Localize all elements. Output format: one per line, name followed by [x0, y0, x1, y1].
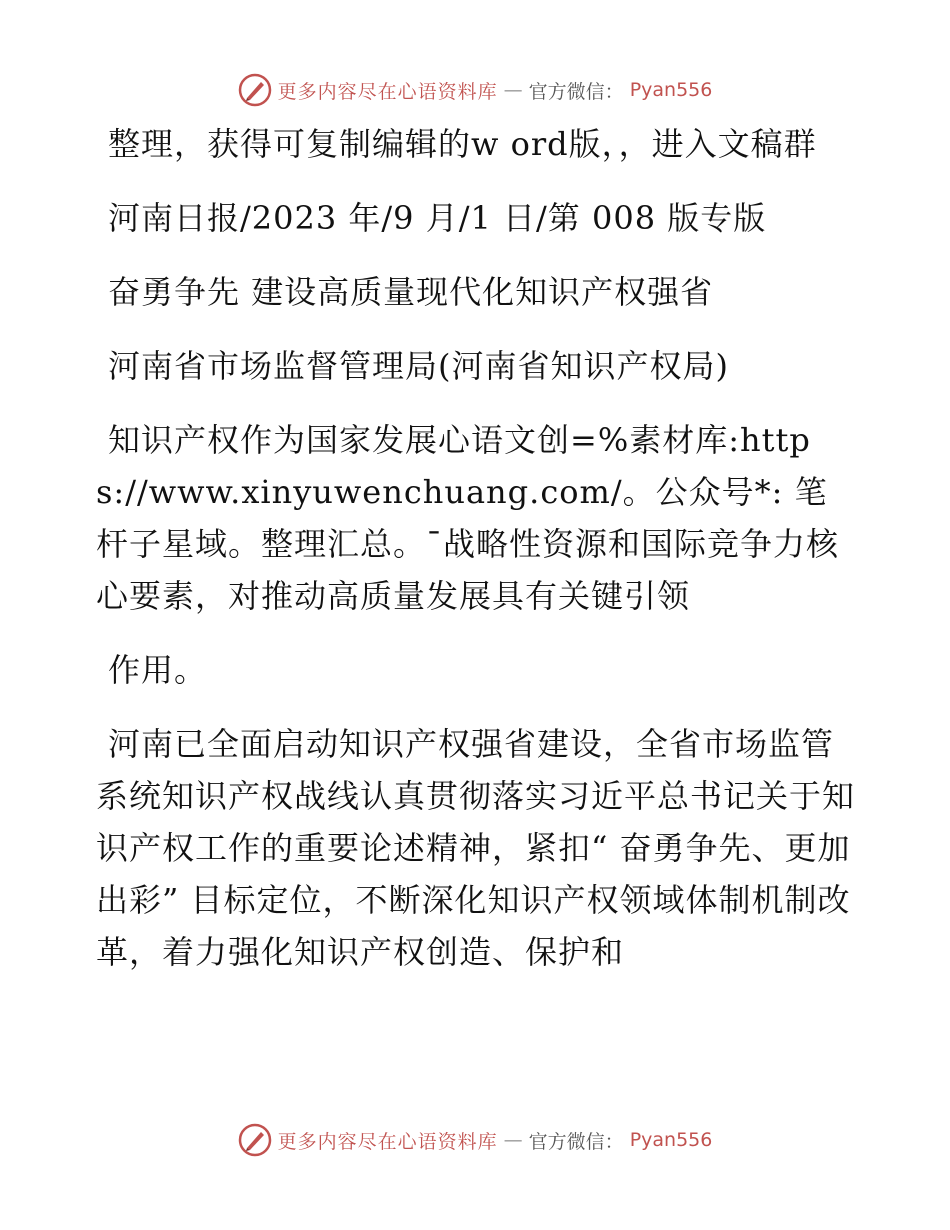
quill-logo-icon [238, 1123, 272, 1157]
footer-banner [0, 1120, 950, 1160]
banner-separator: — [503, 1129, 523, 1151]
banner-site-text: 更多内容尽在心语资料库 [277, 1130, 498, 1153]
document-body [96, 118, 856, 1000]
paragraph-author: 河南省市场监督管理局(河南省知识产权局) [108, 347, 729, 385]
paragraph-body-3: 河南已全面启动知识产权强省建设，全省市场监管系统知识产权战线认真贯彻落实习近平总书记关于知识产权工作的重要论述精神，紧扣“ 奋勇争先、更加出彩” 目标定位，不断深化知识产权领域体制机制改革，着力强化知识产权创造、保护和 [96, 725, 856, 971]
header-banner [0, 70, 950, 110]
paragraph-source-line: 河南日报/2023 年/9 月/1 日/第 008 版专版 [108, 199, 767, 237]
banner-official-label: 官方微信： [528, 1130, 624, 1153]
paragraph-body-1: 知识产权作为国家发展心语文创=%素材库:https://www.xinyuwenchuang.com/。公众号*: 笔杆子星域。整理汇总。¯战略性资源和国际竞争力核心要素，对推动高质量发展具有关键引领 [96, 421, 840, 615]
banner-separator: — [503, 79, 523, 101]
quill-logo-icon [238, 73, 272, 107]
banner-official-label: 官方微信： [528, 80, 624, 103]
paragraph-title: 奋勇争先 建设高质量现代化知识产权强省 [108, 273, 714, 311]
banner-wechat-id: Pyan556 [629, 1129, 713, 1151]
paragraph-intro-note: 整理，获得可复制编辑的w ord版，，进入文稿群 [108, 125, 817, 163]
paragraph-body-2: 作用。 [108, 651, 208, 689]
banner-wechat-id: Pyan556 [629, 79, 713, 101]
banner-site-text: 更多内容尽在心语资料库 [277, 80, 498, 103]
